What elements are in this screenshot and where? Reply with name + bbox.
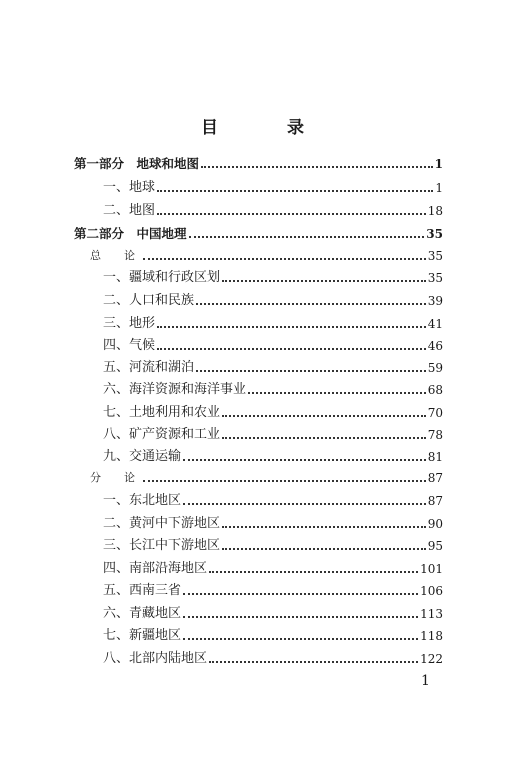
dot-leader	[143, 480, 426, 482]
toc-label: 第一部分 地球和地图	[74, 156, 200, 171]
toc-label: 二、黄河中下游地区	[103, 516, 221, 531]
toc-label: 三、地形	[103, 316, 156, 331]
toc-entry[interactable]	[103, 266, 443, 286]
dot-leader	[183, 593, 418, 595]
dot-leader	[222, 415, 426, 417]
toc-label: 二、人口和民族	[103, 293, 195, 308]
dot-leader	[143, 258, 426, 260]
toc-entry[interactable]	[103, 602, 443, 622]
toc-entry[interactable]	[103, 334, 443, 354]
toc-entry[interactable]	[103, 579, 443, 599]
dot-leader	[248, 392, 426, 394]
toc-page: 41	[427, 317, 443, 331]
toc-label: 分 论	[90, 471, 141, 484]
toc-entry[interactable]	[103, 624, 443, 644]
toc-label: 一、疆域和行政区划	[103, 270, 221, 285]
toc-entry[interactable]	[103, 401, 443, 421]
toc-page: 35	[426, 227, 443, 241]
dot-leader	[183, 503, 426, 505]
toc-entry[interactable]	[103, 512, 443, 532]
toc-page: 39	[427, 294, 443, 308]
toc-entry[interactable]	[103, 489, 443, 509]
toc-page: 118	[420, 629, 443, 643]
dot-leader	[157, 348, 426, 350]
toc-page: 78	[427, 428, 443, 442]
toc-entry[interactable]	[103, 312, 443, 332]
toc-page: 70	[427, 406, 443, 420]
toc-page: 113	[420, 607, 443, 621]
toc-label: 八、北部内陆地区	[103, 651, 208, 666]
dot-leader	[196, 370, 426, 372]
toc-entry[interactable]	[103, 378, 443, 398]
toc-entry[interactable]	[103, 356, 443, 376]
toc-page: 1	[434, 157, 443, 171]
toc-section-general[interactable]	[90, 244, 443, 264]
dot-leader	[196, 303, 426, 305]
toc-entry[interactable]	[103, 176, 443, 196]
dot-leader	[157, 190, 433, 192]
dot-leader	[222, 280, 426, 282]
toc-label: 八、矿产资源和工业	[103, 427, 221, 442]
toc-label: 七、新疆地区	[103, 628, 182, 643]
toc-page: 46	[427, 339, 443, 353]
toc-label: 五、西南三省	[103, 583, 182, 598]
toc-page: 90	[427, 517, 443, 531]
dot-leader	[157, 213, 426, 215]
toc-label: 九、交通运输	[103, 449, 182, 464]
toc-page: 122	[420, 652, 443, 666]
dot-leader	[189, 236, 425, 238]
toc-label: 六、青藏地区	[103, 606, 182, 621]
toc-entry[interactable]	[103, 534, 443, 554]
page-title: 目 录	[201, 118, 330, 138]
toc-label: 三、长江中下游地区	[103, 538, 221, 553]
toc-page: 95	[427, 539, 443, 553]
toc-label: 一、地球	[103, 180, 156, 195]
toc-label: 四、气候	[103, 338, 156, 353]
toc-page: 1	[435, 181, 443, 195]
toc-page: 87	[427, 471, 443, 485]
page-number: 1	[421, 673, 430, 689]
toc-label: 五、河流和湖泊	[103, 360, 195, 375]
dot-leader	[157, 326, 426, 328]
toc-label: 四、南部沿海地区	[103, 561, 208, 576]
toc-label: 七、土地利用和农业	[103, 405, 221, 420]
toc-part-2[interactable]	[74, 222, 443, 242]
toc-label: 二、地图	[103, 203, 156, 218]
dot-leader	[183, 638, 418, 640]
toc-entry[interactable]	[103, 647, 443, 667]
toc-page: 68	[427, 383, 443, 397]
toc-page: 106	[420, 584, 443, 598]
toc-page: 59	[427, 361, 443, 375]
toc-page: 81	[427, 450, 443, 464]
toc-page: 35	[427, 271, 443, 285]
toc-entry[interactable]	[103, 557, 443, 577]
dot-leader	[222, 548, 426, 550]
toc-label: 第二部分 中国地理	[74, 226, 187, 241]
toc-entry[interactable]	[103, 289, 443, 309]
dot-leader	[183, 459, 426, 461]
toc-part-1[interactable]	[74, 152, 443, 172]
dot-leader	[209, 571, 418, 573]
toc-label: 六、海洋资源和海洋事业	[103, 382, 247, 397]
toc-entry[interactable]	[103, 445, 443, 465]
toc-section-regional[interactable]	[90, 466, 443, 486]
dot-leader	[222, 526, 426, 528]
toc-page: 35	[427, 249, 443, 263]
dot-leader	[222, 437, 426, 439]
toc-page: 101	[420, 562, 443, 576]
toc-page: 87	[427, 494, 443, 508]
toc-label: 总 论	[90, 249, 141, 262]
dot-leader	[209, 661, 418, 663]
toc-entry[interactable]	[103, 199, 443, 219]
toc-label: 一、东北地区	[103, 493, 182, 508]
toc-entry[interactable]	[103, 423, 443, 443]
dot-leader	[201, 166, 433, 168]
dot-leader	[183, 616, 418, 618]
toc-page: 18	[427, 204, 443, 218]
